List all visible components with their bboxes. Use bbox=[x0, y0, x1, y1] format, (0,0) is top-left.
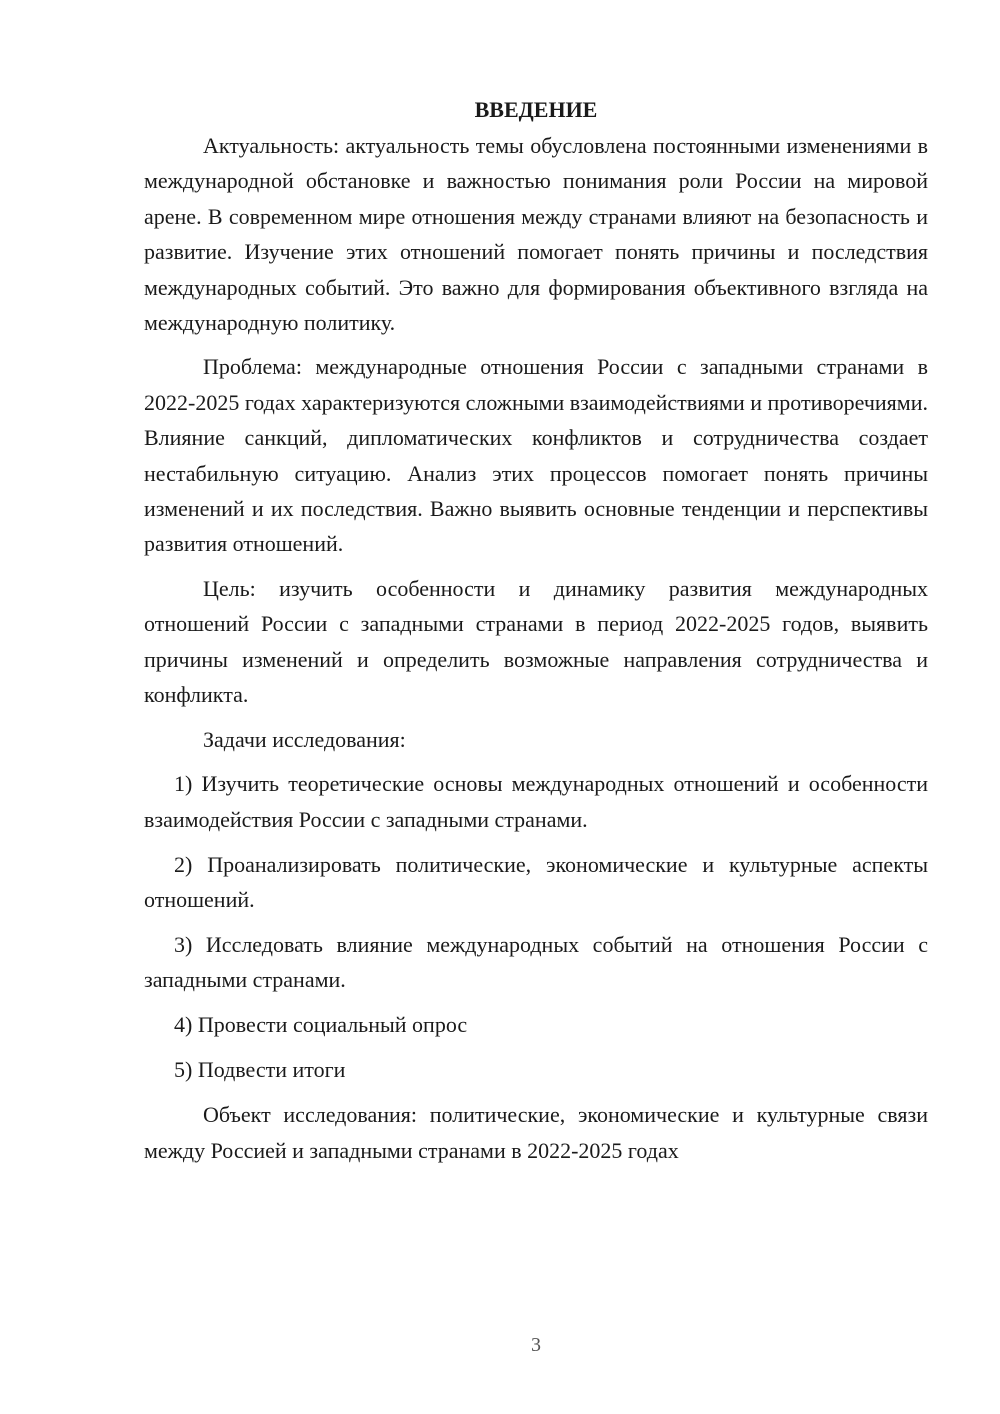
task-item-5: 5) Подвести итоги bbox=[174, 1057, 346, 1083]
task-item-1: 1) Изучить теоретические основы международных отношений и особенности взаимодействия России с западными странами. bbox=[144, 771, 928, 832]
paragraph-problem: Проблема: международные отношения России с западными странами в 2022-2025 годах характеризуются сложными взаимодействиями и противоречиями. Влияние санкций, дипломатических конфликтов и сотрудничества создает нестабильную ситуацию. Анализ этих процессов помогает понять причины изменений и их последствия. Важно выявить основные тенденции и перспективы развития отношений. bbox=[144, 354, 928, 557]
task-item-2: 2) Проанализировать политические, экономические и культурные аспекты отношений. bbox=[144, 851, 928, 913]
paragraph-relevance: Актуальность: актуальность темы обусловлена постоянными изменениями в международной обстановке и важностью понимания роли России на мировой арене. В современном мире отношения между странами влияют на безопасность и развитие. Изучение этих отношений помогает понять причины и последствия международных событий. Это важно для формирования объективного взгляда на международную политику. bbox=[144, 133, 928, 336]
page-number: 3 bbox=[531, 1334, 541, 1356]
document-page bbox=[144, 94, 928, 1177]
task-item-3: 3) Исследовать влияние международных событий на отношения России с западными странами. bbox=[144, 932, 928, 993]
section-heading: ВВЕДЕНИЕ bbox=[474, 97, 598, 122]
tasks-label: Задачи исследования: bbox=[203, 726, 406, 752]
paragraph-object: Объект исследования: политические, экономические и культурные связи между Россией и западными странами в 2022-2025 годах bbox=[144, 1102, 928, 1163]
task-item-4: 4) Провести социальный опрос bbox=[174, 1012, 468, 1038]
paragraph-goal: Цель: изучить особенности и динамику развития международных отношений России с западными странами в период 2022-2025 годов, выявить причины изменений и определить возможные направления сотрудничества и конфликта. bbox=[144, 575, 928, 708]
